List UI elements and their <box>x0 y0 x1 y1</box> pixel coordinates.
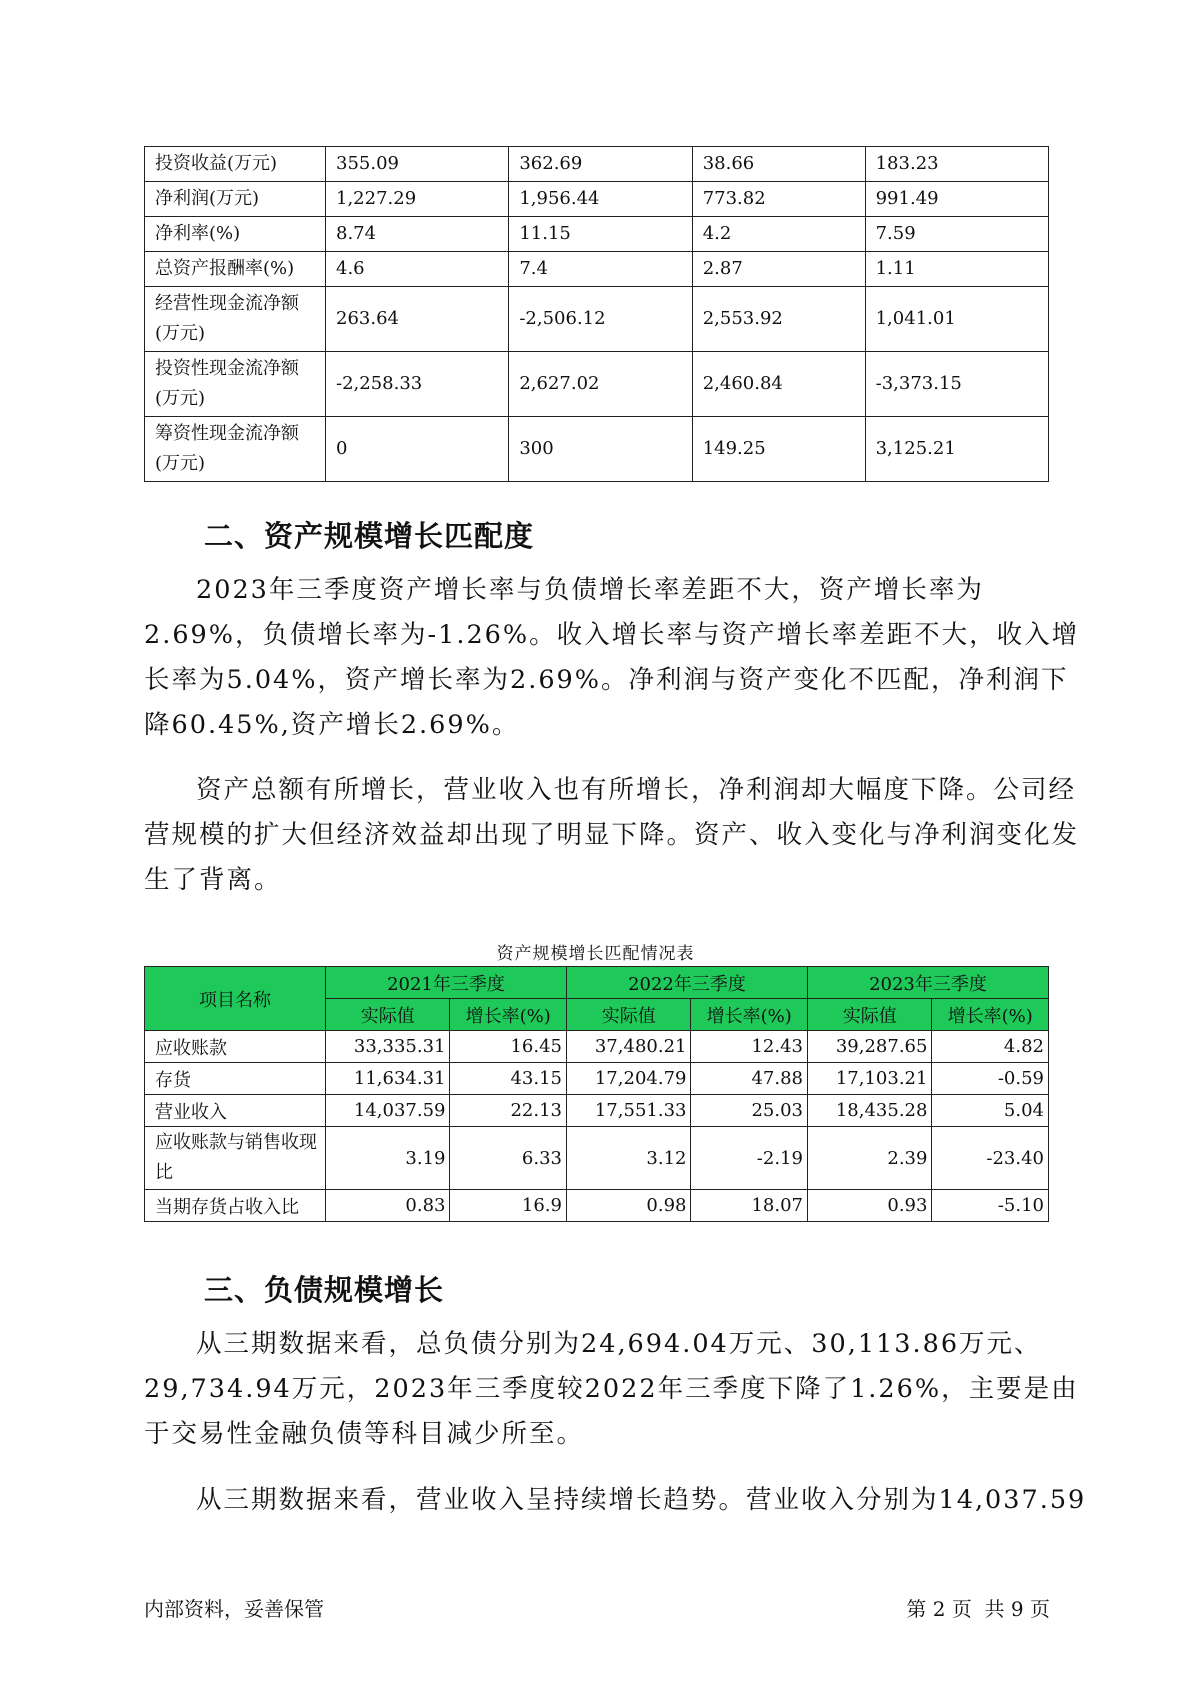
table-row <box>145 217 1049 252</box>
table-cell: 16.9 <box>450 1190 567 1222</box>
column-header: 2023年三季度 <box>807 967 1048 999</box>
section-heading: 二、资产规模增长匹配度 <box>204 519 535 553</box>
table-cell: 8.74 <box>326 217 509 252</box>
table-row <box>145 352 1049 417</box>
table-cell: -3,373.15 <box>865 352 1048 417</box>
table-cell: 0 <box>326 417 509 482</box>
row-label: 投资性现金流净额(万元) <box>145 352 326 417</box>
table-cell: 4.6 <box>326 252 509 287</box>
table-cell: 355.09 <box>326 147 509 182</box>
row-label: 筹资性现金流净额(万元) <box>145 417 326 482</box>
paragraph: 从三期数据来看，总负债分别为24,694.04万元、30,113.86万元、29,734.94万元，2023年三季度较2022年三季度下降了1.26%，主要是由于交易性金融负债等科目减少所至。 <box>144 1329 1079 1449</box>
table-cell: 3.19 <box>326 1127 450 1190</box>
table-cell: 0.83 <box>326 1190 450 1222</box>
table-row <box>145 417 1049 482</box>
table-cell: 2,627.02 <box>509 352 692 417</box>
table-cell: 33,335.31 <box>326 1031 450 1063</box>
table-cell: 773.82 <box>692 182 865 217</box>
table-cell: 2,553.92 <box>692 287 865 352</box>
table-cell: 300 <box>509 417 692 482</box>
table-row <box>145 147 1049 182</box>
column-header: 项目名称 <box>145 967 326 1031</box>
row-label: 投资收益(万元) <box>145 147 326 182</box>
table-cell: 2.87 <box>692 252 865 287</box>
row-label: 营业收入 <box>145 1095 326 1127</box>
table-row <box>145 1127 1049 1190</box>
column-header: 增长率(%) <box>691 999 808 1031</box>
table-cell: 25.03 <box>691 1095 808 1127</box>
table-cell: 17,204.79 <box>566 1063 690 1095</box>
table-cell: 38.66 <box>692 147 865 182</box>
table-row <box>145 252 1049 287</box>
paragraph: 资产总额有所增长，营业收入也有所增长，净利润却大幅度下降。公司经营规模的扩大但经济效益却出现了明显下降。资产、收入变化与净利润变化发生了背离。 <box>144 775 1080 895</box>
row-label: 存货 <box>145 1063 326 1095</box>
table-cell: 16.45 <box>450 1031 567 1063</box>
table-cell: 11.15 <box>509 217 692 252</box>
table-cell: 39,287.65 <box>807 1031 931 1063</box>
table-cell: 22.13 <box>450 1095 567 1127</box>
paragraph: 从三期数据来看，营业收入呈持续增长趋势。营业收入分别为14,037.59 <box>196 1485 1087 1515</box>
table-cell: 7.4 <box>509 252 692 287</box>
table-cell: 5.04 <box>932 1095 1049 1127</box>
table-cell: 4.2 <box>692 217 865 252</box>
footer-confidential: 内部资料，妥善保管 <box>144 1597 324 1621</box>
financial-metrics-table <box>144 146 1049 482</box>
table-cell: 2.39 <box>807 1127 931 1190</box>
table-row <box>145 1031 1049 1063</box>
table-cell: 2,460.84 <box>692 352 865 417</box>
table-row <box>145 1190 1049 1222</box>
row-label: 净利率(%) <box>145 217 326 252</box>
row-label: 净利润(万元) <box>145 182 326 217</box>
table-cell: 47.88 <box>691 1063 808 1095</box>
table-cell: 362.69 <box>509 147 692 182</box>
section-heading: 三、负债规模增长 <box>204 1273 445 1307</box>
table-cell: 18,435.28 <box>807 1095 931 1127</box>
table-cell: 3,125.21 <box>865 417 1048 482</box>
table-cell: -2,506.12 <box>509 287 692 352</box>
table-cell: 6.33 <box>450 1127 567 1190</box>
column-header: 2022年三季度 <box>566 967 807 999</box>
table-row <box>145 1063 1049 1095</box>
table-cell: -2.19 <box>691 1127 808 1190</box>
table-row <box>145 287 1049 352</box>
paragraph: 2023年三季度资产增长率与负债增长率差距不大，资产增长率为2.69%，负债增长率为-1.26%。收入增长率与资产增长率差距不大，收入增长率为5.04%，资产增长率为2.69%。净利润与资产变化不匹配，净利润下降60.45%,资产增长2.69%。 <box>144 575 1080 740</box>
table-cell: 4.82 <box>932 1031 1049 1063</box>
column-header: 实际值 <box>807 999 931 1031</box>
table-cell: 43.15 <box>450 1063 567 1095</box>
row-label: 应收账款与销售收现比 <box>145 1127 326 1190</box>
row-label: 总资产报酬率(%) <box>145 252 326 287</box>
table-cell: 1.11 <box>865 252 1048 287</box>
table-cell: -0.59 <box>932 1063 1049 1095</box>
row-label: 经营性现金流净额(万元) <box>145 287 326 352</box>
table-header-row <box>145 967 1049 999</box>
table-cell: 1,956.44 <box>509 182 692 217</box>
column-header: 增长率(%) <box>932 999 1049 1031</box>
table-cell: 1,227.29 <box>326 182 509 217</box>
table-cell: -5.10 <box>932 1190 1049 1222</box>
column-header: 实际值 <box>326 999 450 1031</box>
table-cell: 149.25 <box>692 417 865 482</box>
table-cell: -23.40 <box>932 1127 1049 1190</box>
column-header: 增长率(%) <box>450 999 567 1031</box>
row-label: 应收账款 <box>145 1031 326 1063</box>
table-cell: -2,258.33 <box>326 352 509 417</box>
table-cell: 37,480.21 <box>566 1031 690 1063</box>
table-cell: 263.64 <box>326 287 509 352</box>
table-caption: 资产规模增长匹配情况表 <box>496 944 695 964</box>
table-cell: 7.59 <box>865 217 1048 252</box>
table-cell: 3.12 <box>566 1127 690 1190</box>
table-cell: 17,103.21 <box>807 1063 931 1095</box>
table-row <box>145 1095 1049 1127</box>
table-cell: 0.93 <box>807 1190 931 1222</box>
table-cell: 991.49 <box>865 182 1048 217</box>
page-number: 第 2 页 共 9 页 <box>906 1597 1050 1621</box>
row-label: 当期存货占收入比 <box>145 1190 326 1222</box>
table-cell: 18.07 <box>691 1190 808 1222</box>
column-header: 2021年三季度 <box>326 967 567 999</box>
table-cell: 183.23 <box>865 147 1048 182</box>
table-cell: 17,551.33 <box>566 1095 690 1127</box>
table-cell: 11,634.31 <box>326 1063 450 1095</box>
table-cell: 14,037.59 <box>326 1095 450 1127</box>
table-cell: 0.98 <box>566 1190 690 1222</box>
asset-growth-table <box>144 966 1049 1222</box>
column-header: 实际值 <box>566 999 690 1031</box>
table-cell: 1,041.01 <box>865 287 1048 352</box>
table-row <box>145 182 1049 217</box>
table-cell: 12.43 <box>691 1031 808 1063</box>
